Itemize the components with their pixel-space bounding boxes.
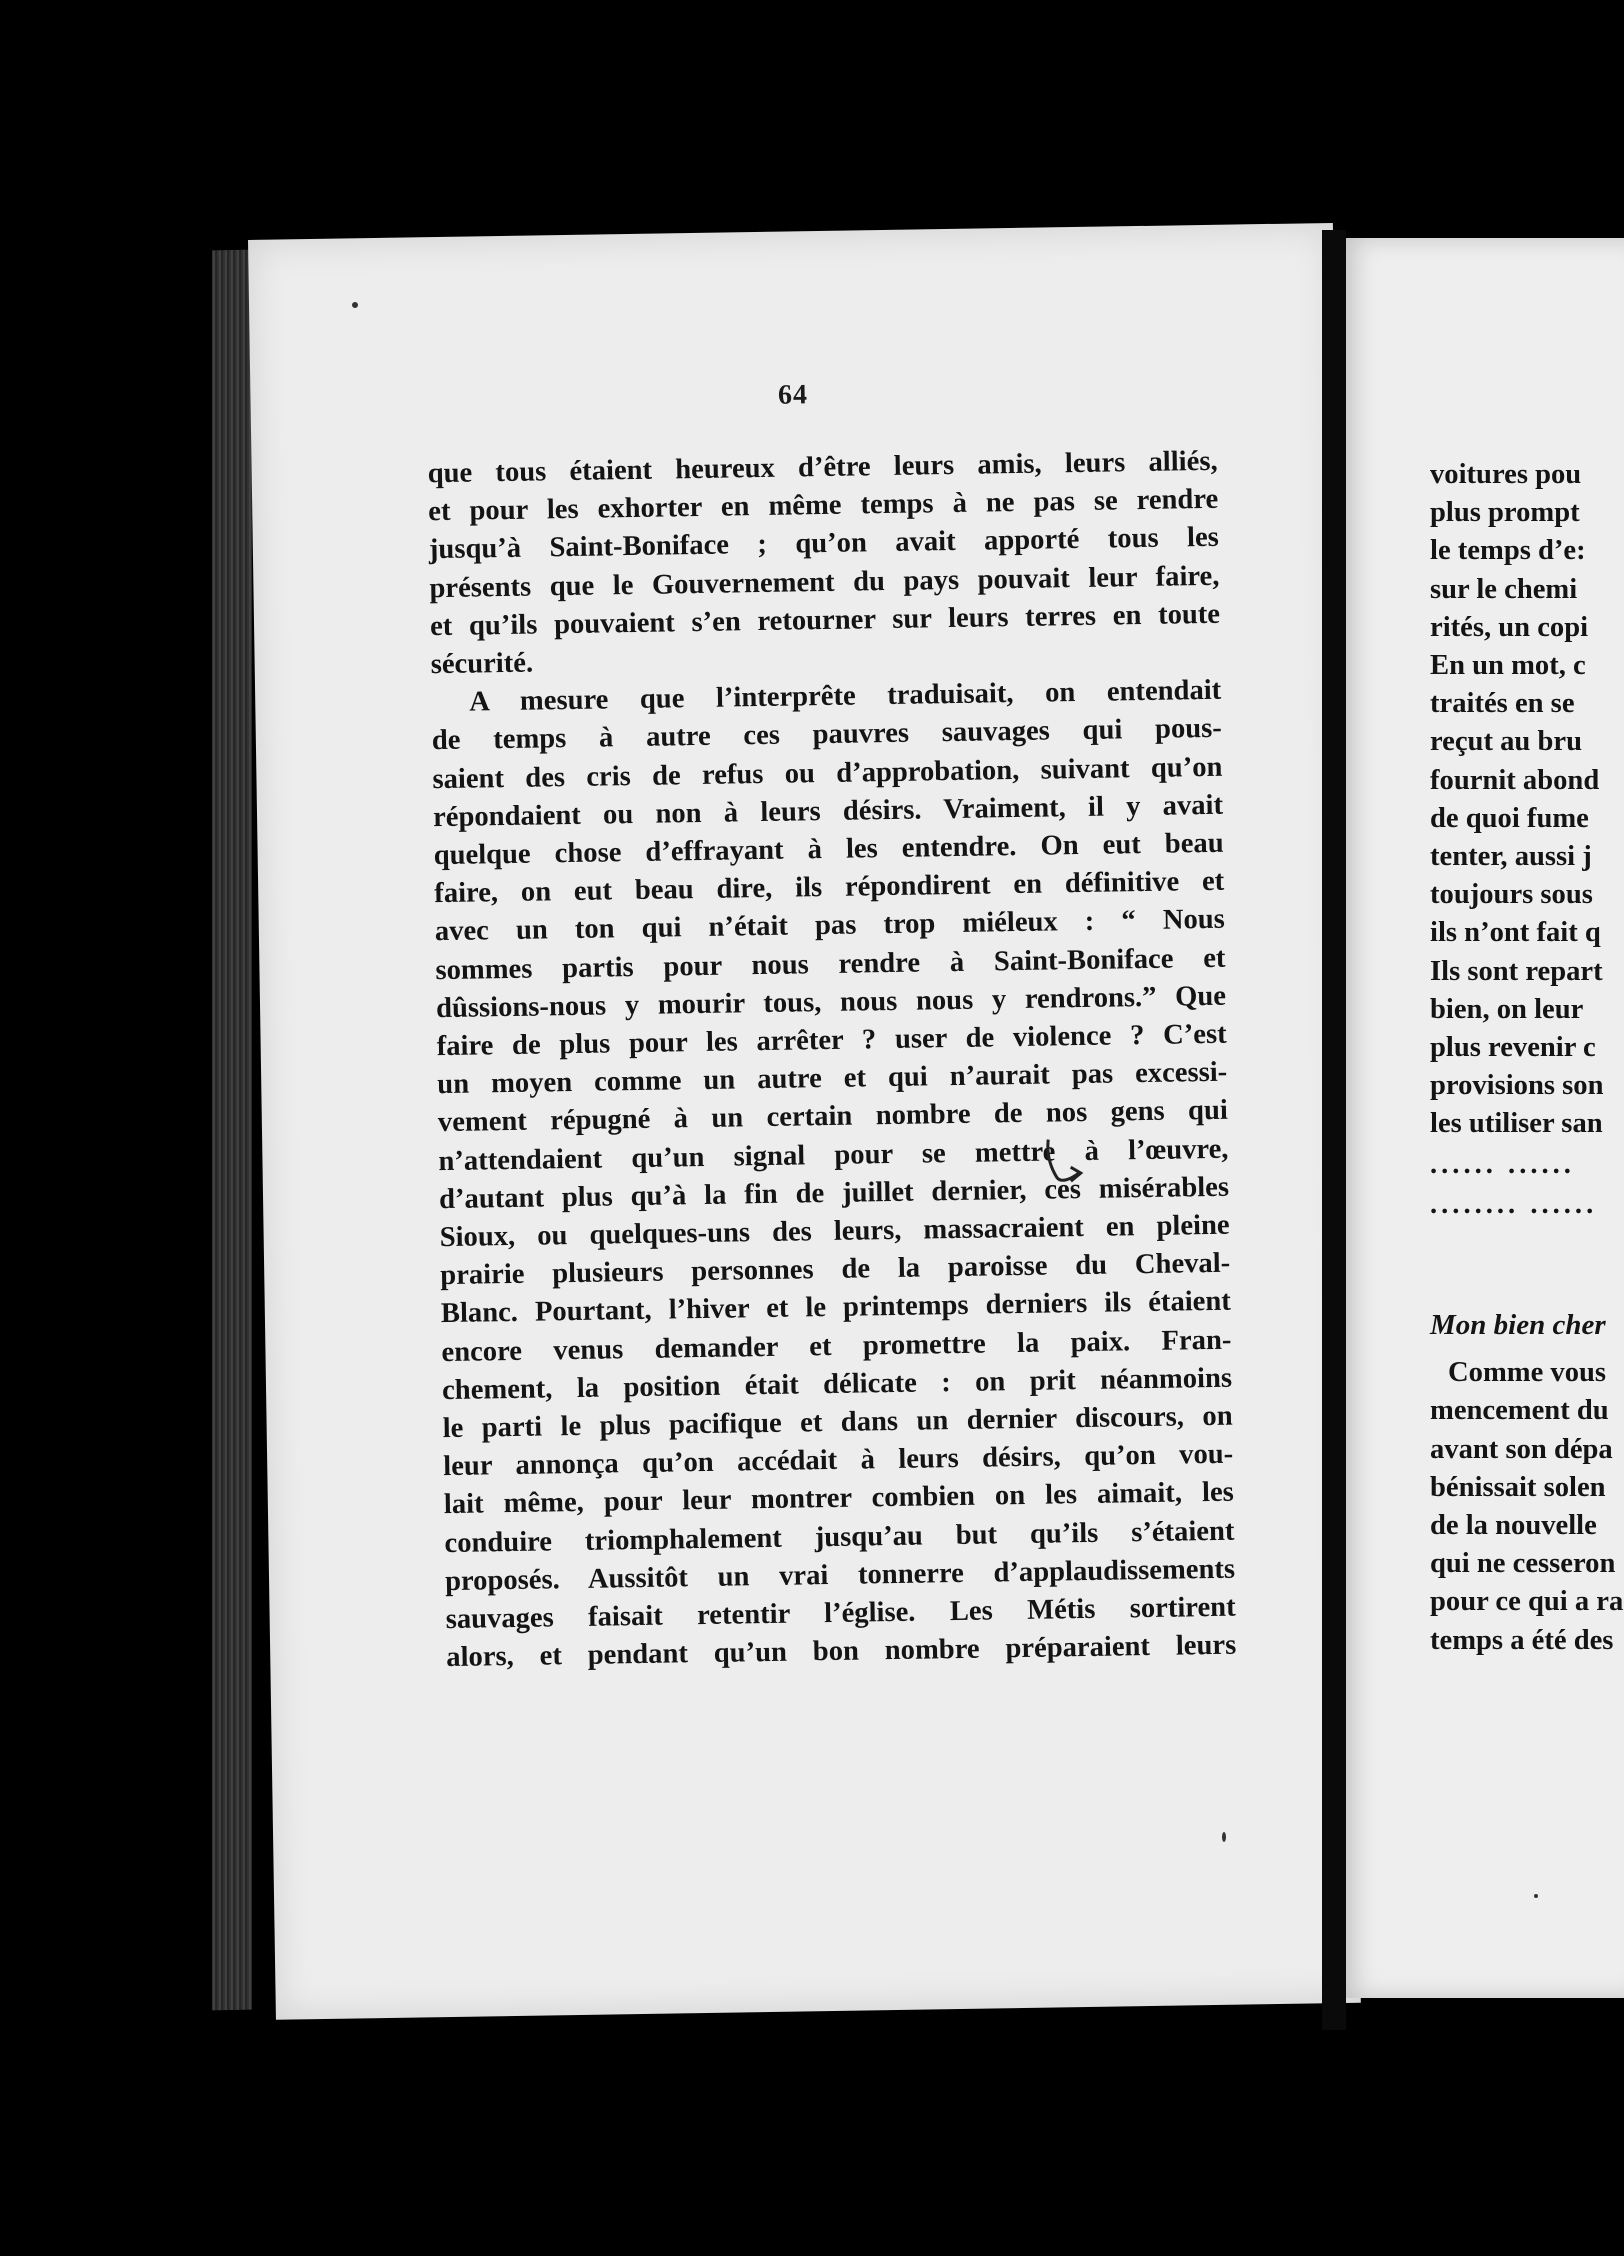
text-line: alors, et pendant qu’un bon nombre préparaient leurs bbox=[446, 1629, 1237, 1674]
text-line: sommes partis pour nous rendre à Saint-Boniface et bbox=[435, 942, 1226, 986]
text-line: provisions son bbox=[1430, 1070, 1604, 1102]
text-line: bien, on leur bbox=[1430, 993, 1584, 1025]
text-line: reçut au bru bbox=[1430, 726, 1582, 758]
text-line: chement, la position était délicate : on prit néanmoins bbox=[441, 1362, 1233, 1406]
text-line: encore venus demander et promettre la paix. Fran- bbox=[441, 1324, 1232, 1368]
text-line: plus revenir c bbox=[1430, 1032, 1596, 1064]
text-line: que tous étaient heureux d’être leurs amis, leurs alliés, bbox=[427, 445, 1218, 490]
text-line: Blanc. Pourtant, l’hiver et le printemps derniers ils étaient bbox=[440, 1286, 1232, 1330]
text-line: temps a été des bbox=[1430, 1624, 1614, 1656]
text-line: faire, on eut beau dire, ils répondirent en définitive et bbox=[434, 865, 1225, 910]
text-line: répondaient ou non à leurs désirs. Vraiment, il y avait bbox=[432, 789, 1224, 833]
text-line: le temps d’e: bbox=[1430, 535, 1586, 567]
text-line: Ils sont repart bbox=[1430, 955, 1603, 987]
ellipsis-line: ...... ...... bbox=[1430, 1148, 1575, 1180]
facing-page bbox=[1346, 238, 1624, 1998]
text-line: et qu’ils pouvaient s’en retourner sur leurs terres en toute bbox=[429, 598, 1221, 642]
text-line: sur le chemi bbox=[1430, 573, 1578, 605]
text-line: saient des cris de refus ou d’approbation, suivant qu’on bbox=[432, 751, 1223, 795]
text-line: traités en se bbox=[1430, 688, 1575, 720]
text-line: fournit abond bbox=[1430, 764, 1600, 796]
text-line: pour ce qui a ra bbox=[1430, 1586, 1624, 1618]
text-line: rités, un copi bbox=[1430, 611, 1589, 643]
text-line: avant son dépa bbox=[1430, 1433, 1613, 1465]
text-line: toujours sous bbox=[1430, 879, 1593, 911]
left-page bbox=[248, 223, 1361, 2020]
text-line: prairie plusieurs personnes de la paroisse du Cheval- bbox=[440, 1247, 1231, 1292]
text-line: lait même, pour leur montrer combien on les aimait, les bbox=[443, 1477, 1235, 1521]
text-line: voitures pou bbox=[1430, 459, 1582, 490]
facing-page-body bbox=[1430, 456, 1624, 1660]
text-line: un moyen comme un autre et qui n’aurait pas excessi- bbox=[437, 1056, 1228, 1101]
text-line: qui ne cesseron bbox=[1430, 1548, 1616, 1580]
paper-speck bbox=[1222, 1832, 1226, 1842]
text-line: de temps à autre ces pauvres sauvages qui pous- bbox=[431, 713, 1223, 757]
handwritten-ink-mark bbox=[1040, 1137, 1085, 1190]
text-line: avec un ton qui n’était pas trop miéleux : “ Nous bbox=[434, 904, 1226, 948]
text-line: faire de plus pour les arrêter ? user de violence ? C’est bbox=[436, 1018, 1227, 1063]
text-line: proposés. Aussitôt un vrai tonnerre d’applaudissements bbox=[444, 1553, 1236, 1597]
paper-speck bbox=[352, 302, 358, 308]
text-line: leur annonça qu’on accédait à leurs désirs, qu’on vou- bbox=[443, 1438, 1234, 1483]
text-line: jusqu’à Saint-Boniface ; qu’on avait apporté tous les bbox=[428, 522, 1220, 566]
text-line: vement répugné à un certain nombre de nos gens qui bbox=[437, 1095, 1229, 1139]
left-page-body bbox=[427, 443, 1236, 1678]
text-line: En un mot, c bbox=[1430, 650, 1586, 682]
text-line: A mesure que l’interprête traduisait, on entendait bbox=[469, 674, 1222, 718]
text-line: de la nouvelle bbox=[1430, 1510, 1597, 1542]
text-line: sécurité. bbox=[430, 647, 534, 681]
text-line: ils n’ont fait q bbox=[1430, 917, 1601, 949]
book-page-edge bbox=[212, 250, 252, 2011]
text-line: dûssions-nous y mourir tous, nous nous y rendrons.” Que bbox=[435, 980, 1227, 1024]
text-line: conduire triomphalement jusqu’au but qu’ils s’étaient bbox=[444, 1515, 1235, 1559]
text-line: de quoi fume bbox=[1430, 802, 1589, 834]
page-number: 64 bbox=[777, 379, 809, 411]
ellipsis-line: ........ ...... bbox=[1430, 1188, 1598, 1220]
letter-salutation: Mon bien cher bbox=[1430, 1309, 1606, 1342]
book-gutter bbox=[1322, 230, 1346, 2030]
text-line: Sioux, ou quelques-uns des leurs, massacraient en pleine bbox=[439, 1209, 1230, 1254]
paper-speck bbox=[1534, 1894, 1538, 1898]
text-line: plus prompt bbox=[1430, 497, 1580, 529]
text-line: n’attendaient qu’un signal pour se mettre à l’œuvre, bbox=[438, 1133, 1229, 1177]
text-line: Comme vous bbox=[1448, 1357, 1607, 1389]
text-line: présents que le Gouvernement du pays pouvait leur faire, bbox=[429, 560, 1220, 604]
text-line: sauvages faisait retentir l’église. Les Métis sortirent bbox=[445, 1591, 1236, 1636]
text-line: et pour les exhorter en même temps à ne pas se rendre bbox=[428, 483, 1219, 528]
text-line: d’autant plus qu’à la fin de juillet dernier, ces misérables bbox=[438, 1171, 1230, 1215]
text-line: le parti le plus pacifique et dans un dernier discours, on bbox=[442, 1400, 1233, 1445]
text-line: bénissait solen bbox=[1430, 1471, 1606, 1503]
text-line: les utiliser san bbox=[1430, 1108, 1603, 1140]
text-line: mencement du bbox=[1430, 1395, 1609, 1427]
text-line: quelque chose d’effrayant à les entendre. On eut beau bbox=[433, 827, 1224, 872]
text-line: tenter, aussi j bbox=[1430, 841, 1592, 873]
